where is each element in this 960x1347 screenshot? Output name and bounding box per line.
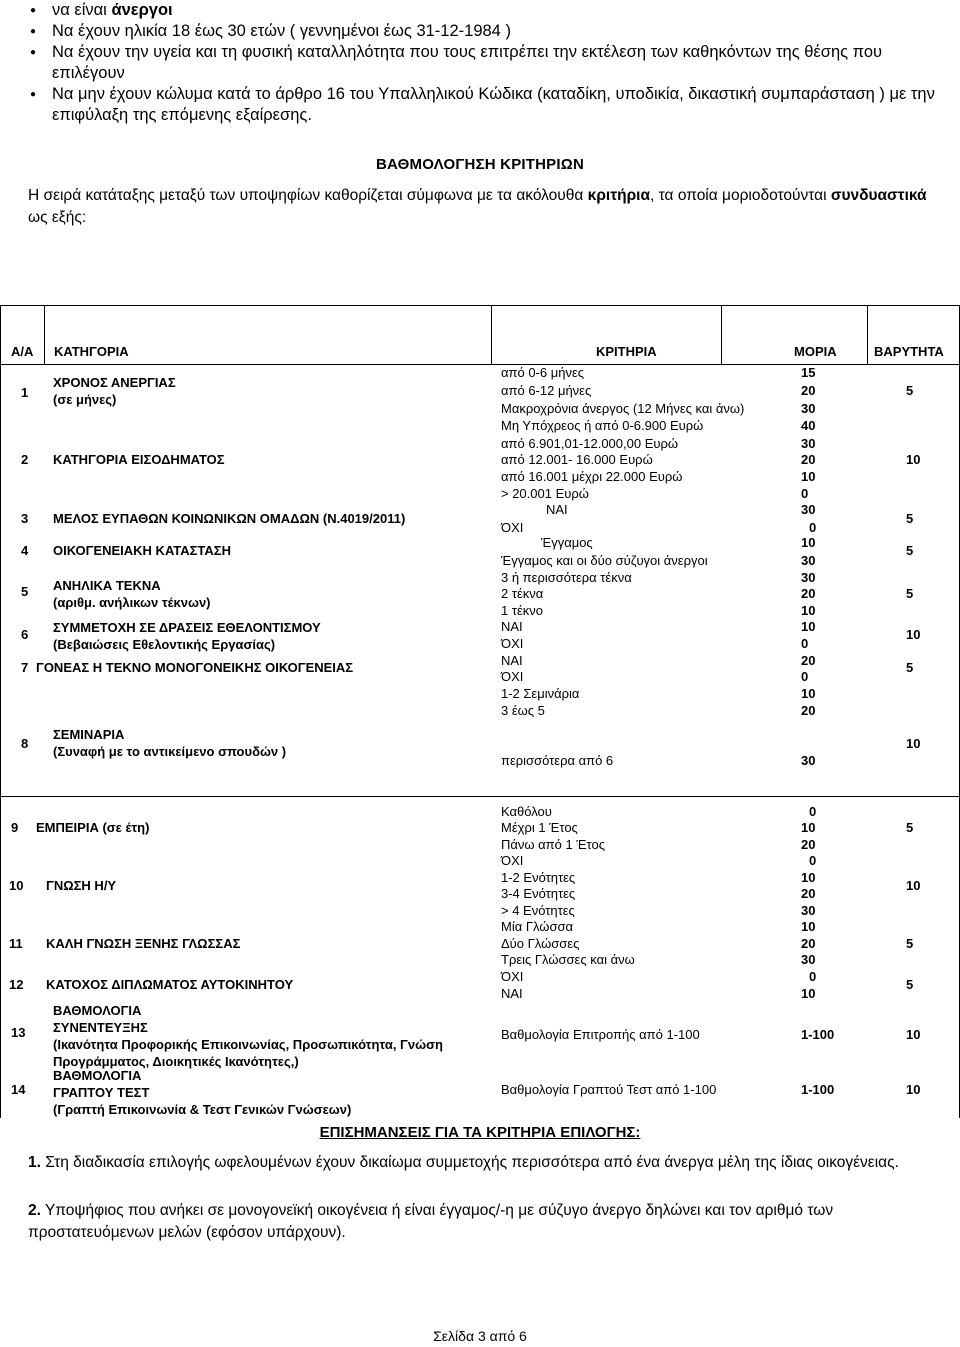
criterion-label: ΌΧΙ (501, 853, 524, 868)
column-divider (867, 306, 868, 364)
category-line: Προγράμματος, Διοικητικές Ικανότητες,) (53, 1054, 299, 1069)
category-line: ΓΡΑΠΤΟΥ ΤΕΣΤ (53, 1085, 150, 1100)
row-weight: 5 (906, 383, 914, 398)
bullet-text: να είναι (52, 1, 112, 19)
criterion-label: ΝΑΙ (501, 986, 523, 1001)
note-number: 1. (28, 1154, 41, 1171)
criterion-points: 10 (801, 469, 816, 484)
criterion-label: Μέχρι 1 Έτος (501, 820, 578, 835)
category-line: ΣΥΝΕΝΤΕΥΞΗΣ (53, 1020, 148, 1035)
row-number: 5 (21, 584, 29, 599)
row-category (53, 1002, 443, 1070)
criterion-label: ΝΑΙ (546, 502, 568, 517)
note-text: Υποψήφιος που ανήκει σε μονογονεϊκή οικογένεια ή είναι έγγαμος/-η με σύζυγο άνεργο δηλώνει και τον αριθμό των προστατευόμενων μελών (εφόσον υπάρχουν). (28, 1202, 834, 1241)
criterion-label: 1-2 Ενότητες (501, 870, 576, 885)
section-heading: ΒΑΘΜΟΛΟΓΗΣΗ ΚΡΙΤΗΡΙΩΝ (375, 156, 585, 173)
criterion-points: 0 (801, 486, 809, 501)
row-number: 11 (9, 936, 23, 951)
intro-text: Η σειρά κατάταξης μεταξύ των υποψηφίων καθορίζεται σύμφωνα με τα ακόλουθα (28, 187, 588, 204)
bullet-text: Να έχουν ηλικία 18 έως 30 ετών ( γεννημένοι έως 31-12-1984 ) (52, 22, 511, 40)
criterion-points: 30 (801, 502, 816, 517)
row-weight: 5 (906, 936, 914, 951)
row-weight: 10 (906, 878, 921, 893)
criterion-label: ΝΑΙ (501, 653, 523, 668)
criterion-points: 10 (801, 820, 816, 835)
criterion-points: 30 (801, 401, 816, 416)
note-item (28, 1152, 938, 1174)
criterion-label: ΌΧΙ (501, 969, 524, 984)
criterion-points: 20 (801, 586, 816, 601)
criterion-label: Καθόλου (501, 804, 552, 819)
row-weight: 5 (906, 543, 914, 558)
criterion-label: περισσότερα από 6 (501, 753, 614, 768)
note-item (28, 1200, 938, 1244)
header-aa: Α/Α (11, 344, 34, 359)
table-header (1, 306, 959, 365)
criterion-label: από 12.001- 16.000 Ευρώ (501, 452, 653, 467)
column-divider (721, 306, 722, 364)
criterion-label: Μακροχρόνια άνεργος (12 Μήνες και άνω) (501, 401, 745, 416)
row-weight: 5 (906, 660, 914, 675)
criterion-points: 1-100 (801, 1027, 835, 1042)
bullet-text: Να έχουν την υγεία και τη φυσική καταλληλότητα που τους επιτρέπει την εκτέλεση των καθηκόντων της θέσης που επιλέγουν (52, 43, 883, 82)
row-number: 12 (9, 977, 24, 992)
criterion-points: 15 (801, 365, 816, 380)
criteria-table (0, 305, 960, 1118)
category-line: ΒΑΘΜΟΛΟΓΙΑ (53, 1068, 142, 1083)
row-category: ΚΑΤΗΓΟΡΙΑ ΕΙΣΟΔΗΜΑΤΟΣ (53, 452, 225, 467)
column-divider (44, 306, 45, 364)
criterion-points: 30 (801, 952, 816, 967)
criterion-label: Βαθμολογία Γραπτού Τεστ από 1-100 (501, 1082, 717, 1097)
criterion-label: 1 τέκνο (501, 603, 544, 618)
criterion-label: 3 ή περισσότερα τέκνα (501, 570, 632, 585)
criterion-label: ΌΧΙ (501, 669, 524, 684)
category-line: ΣΕΜΙΝΑΡΙΑ (53, 727, 125, 742)
criterion-points: 0 (809, 853, 817, 868)
criterion-label: 2 τέκνα (501, 586, 544, 601)
criterion-label: Δύο Γλώσσες (501, 936, 580, 951)
row-number: 8 (21, 736, 29, 751)
criterion-label: ΝΑΙ (501, 619, 523, 634)
notes-title: ΕΠΙΣΗΜΑΝΣΕΙΣ ΓΙΑ ΤΑ ΚΡΙΤΗΡΙΑ ΕΠΙΛΟΓΗΣ: (319, 1124, 641, 1141)
criterion-points: 10 (801, 986, 816, 1001)
row-weight: 5 (906, 977, 914, 992)
criterion-label: από 6-12 μήνες (501, 383, 592, 398)
row-category (53, 619, 321, 653)
header-category: ΚΑΤΗΓΟΡΙΑ (54, 344, 129, 359)
category-line: (Συναφή με το αντικείμενο σπουδών ) (53, 744, 287, 759)
criterion-label: Μία Γλώσσα (501, 919, 574, 934)
criterion-points: 10 (801, 619, 816, 634)
row-weight: 5 (906, 586, 914, 601)
criterion-label: Μη Υπόχρεος ή από 0-6.900 Ευρώ (501, 418, 704, 433)
criterion-label: 1-2 Σεμινάρια (501, 686, 580, 701)
category-line: (Ικανότητα Προφορικής Επικοινωνίας, Προσωπικότητα, Γνώση (53, 1037, 443, 1052)
page-footer: Σελίδα 3 από 6 (433, 1328, 527, 1344)
criterion-points: 30 (801, 553, 816, 568)
row-weight: 10 (906, 736, 921, 751)
row-category: ΚΑΛΗ ΓΝΩΣΗ ΞΕΝΗΣ ΓΛΩΣΣΑΣ (46, 936, 241, 951)
criterion-points: 20 (801, 383, 816, 398)
row-number: 1 (21, 385, 29, 400)
row-category (53, 577, 211, 611)
intro-text: , τα οποία μοριοδοτούνται (650, 187, 831, 204)
bullet-item (30, 42, 945, 84)
criterion-label: Έγγαμος (541, 535, 593, 550)
row-weight: 10 (906, 1082, 921, 1097)
row-category: ΓΝΩΣΗ Η/Υ (46, 878, 117, 893)
criterion-label: Έγγαμος και οι δύο σύζυγοι άνεργοι (501, 553, 708, 568)
criterion-points: 20 (801, 703, 816, 718)
row-category: ΕΜΠΕΙΡΙΑ (σε έτη) (36, 820, 150, 835)
row-category: ΜΕΛΟΣ ΕΥΠΑΘΩΝ ΚΟΙΝΩΝΙΚΩΝ ΟΜΑΔΩΝ (Ν.4019/2011) (53, 511, 406, 526)
table-divider (1, 796, 959, 797)
criterion-label: από 0-6 μήνες (501, 365, 585, 380)
category-line: (Γραπτή Επικοινωνία & Τεστ Γενικών Γνώσεων) (53, 1102, 352, 1117)
criterion-points: 0 (801, 669, 809, 684)
category-line: ΒΑΘΜΟΛΟΓΙΑ (53, 1003, 142, 1018)
bullet-item (30, 21, 945, 42)
criterion-points: 0 (809, 520, 817, 535)
row-weight: 10 (906, 1027, 921, 1042)
row-category (53, 374, 176, 408)
bullet-bold-text: άνεργοι (111, 1, 173, 19)
row-number: 6 (21, 627, 29, 642)
bullet-item (30, 84, 945, 126)
bullet-item (30, 0, 945, 21)
row-number: 4 (21, 543, 29, 558)
criterion-label: Βαθμολογία Επιτροπής από 1-100 (501, 1027, 700, 1042)
criterion-points: 40 (801, 418, 816, 433)
header-points: ΜΟΡΙΑ (794, 344, 837, 359)
criterion-points: 20 (801, 452, 816, 467)
intro-paragraph (28, 185, 938, 229)
category-line: ΣΥΜΜΕΤΟΧΗ ΣΕ ΔΡΑΣΕΙΣ ΕΘΕΛΟΝΤΙΣΜΟΥ (53, 620, 321, 635)
criterion-points: 0 (801, 636, 809, 651)
row-category: ΓΟΝΕΑΣ Η ΤΕΚΝΟ ΜΟΝΟΓΟΝΕΙΚΗΣ ΟΙΚΟΓΕΝΕΙΑΣ (36, 660, 354, 675)
row-category: ΚΑΤΟΧΟΣ ΔΙΠΛΩΜΑΤΟΣ ΑΥΤΟΚΙΝΗΤΟΥ (46, 977, 294, 992)
category-line: ΧΡΟΝΟΣ ΑΝΕΡΓΙΑΣ (53, 375, 176, 390)
intro-text: ως εξής: (28, 209, 87, 226)
header-weight: ΒΑΡΥΤΗΤΑ (874, 344, 944, 359)
criterion-points: 1-100 (801, 1082, 835, 1097)
row-weight: 10 (906, 627, 921, 642)
criterion-label: από 6.901,01-12.000,00 Ευρώ (501, 436, 679, 451)
column-divider (491, 306, 492, 364)
row-weight: 5 (906, 820, 914, 835)
criterion-points: 10 (801, 535, 816, 550)
category-line: (σε μήνες) (53, 392, 117, 407)
criterion-points: 10 (801, 686, 816, 701)
criterion-points: 20 (801, 653, 816, 668)
criterion-points: 10 (801, 603, 816, 618)
row-category (53, 726, 286, 760)
row-number: 10 (9, 878, 24, 893)
criterion-points: 30 (801, 903, 816, 918)
criterion-points: 20 (801, 886, 816, 901)
criterion-points: 30 (801, 753, 816, 768)
row-number: 9 (11, 820, 19, 835)
criterion-label: Τρεις Γλώσσες και άνω (501, 952, 635, 967)
row-category (53, 1067, 351, 1118)
row-number: 13 (11, 1025, 26, 1040)
criterion-points: 20 (801, 936, 816, 951)
criterion-points: 30 (801, 436, 816, 451)
criterion-label: ΌΧΙ (501, 520, 524, 535)
bullet-text: Να μην έχουν κώλυμα κατά το άρθρο 16 του Υπαλληλικού Κώδικα (καταδίκη, υποδικία, δικαστική συμπαράσταση ) με την επιφύλαξη της επόμενης εξαίρεσης. (52, 85, 935, 124)
criterion-points: 0 (809, 969, 817, 984)
criterion-label: Πάνω από 1 Έτος (501, 837, 605, 852)
criterion-label: ΌΧΙ (501, 636, 524, 651)
eligibility-list (30, 0, 945, 126)
criterion-points: 20 (801, 837, 816, 852)
category-line: (αριθμ. ανήλικων τέκνων) (53, 595, 211, 610)
criterion-points: 0 (809, 804, 817, 819)
note-text: Στη διαδικασία επιλογής ωφελουμένων έχουν δικαίωμα συμμετοχής περισσότερα από ένα άνεργα μέλη της ίδιας οικογένειας. (40, 1154, 899, 1171)
criterion-label: 3 έως 5 (501, 703, 545, 718)
criterion-label: > 20.001 Ευρώ (501, 486, 589, 501)
row-category: ΟΙΚΟΓΕΝΕΙΑΚΗ ΚΑΤΑΣΤΑΣΗ (53, 543, 231, 558)
row-weight: 10 (906, 452, 921, 467)
row-number: 14 (11, 1082, 26, 1097)
intro-bold: συνδυαστικά (830, 187, 927, 204)
criterion-label: από 16.001 μέχρι 22.000 Ευρώ (501, 469, 683, 484)
criterion-label: 3-4 Ενότητες (501, 886, 576, 901)
row-number: 3 (21, 511, 29, 526)
row-number: 7 (21, 660, 29, 675)
criterion-points: 10 (801, 870, 816, 885)
category-line: ΑΝΗΛΙΚΑ ΤΕΚΝΑ (53, 578, 161, 593)
criterion-points: 30 (801, 570, 816, 585)
criterion-points: 10 (801, 919, 816, 934)
row-weight: 5 (906, 511, 914, 526)
intro-bold: κριτήρια (587, 187, 651, 204)
category-line: (Βεβαιώσεις Εθελοντικής Εργασίας) (53, 637, 276, 652)
header-criteria: ΚΡΙΤΗΡΙΑ (596, 344, 657, 359)
row-number: 2 (21, 452, 29, 467)
note-number: 2. (28, 1202, 41, 1219)
criterion-label: > 4 Ενότητες (501, 903, 575, 918)
